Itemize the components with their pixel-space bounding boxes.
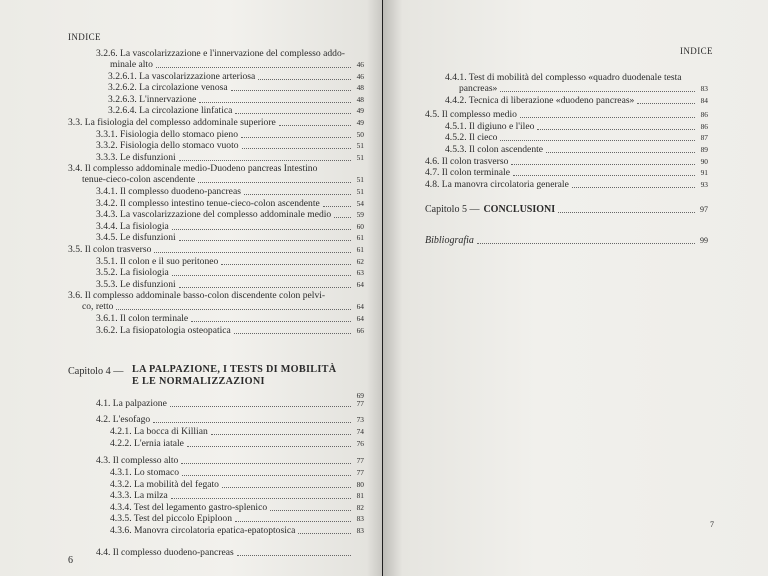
toc-entry-page: 46: [356, 60, 364, 69]
chapter4-title-line1: LA PALPAZIONE, I TESTS DI MOBILITÀ: [132, 364, 337, 375]
dot-leader: [191, 321, 351, 322]
dot-leader: [179, 287, 351, 288]
toc-entry-page: 48: [356, 94, 364, 104]
toc-entry: [445, 121, 708, 132]
toc-entry-page: 89: [700, 145, 708, 154]
toc-entry: [108, 94, 364, 105]
toc-entry-title: 3.6.1. Il colon terminale: [96, 313, 189, 324]
toc-entry: [96, 267, 364, 278]
toc-entry: [96, 198, 364, 209]
dot-leader: [298, 533, 351, 534]
toc-entry-title: 4.3.5. Test del piccolo Epiploon: [110, 513, 232, 525]
dot-leader: [500, 140, 695, 141]
toc-entry: [110, 438, 364, 449]
dot-leader: [323, 206, 351, 207]
toc-entry-page: 86: [700, 121, 708, 131]
toc-entry-page: 82: [356, 502, 364, 512]
toc-entry-title: 3.3.1. Fisiologia dello stomaco pieno: [96, 128, 239, 140]
toc-entry: [96, 279, 364, 290]
toc-entry-title: 3.6.2. La fisiopatologia osteopatica: [96, 324, 231, 336]
toc-entry-title: 4.3.4. Test del legamento gastro-splenico: [110, 501, 268, 513]
dot-leader: [572, 187, 695, 188]
toc-entry-page: 54: [356, 198, 364, 208]
toc-entry: [96, 256, 364, 267]
left-page: [0, 0, 382, 576]
toc-entry: [96, 414, 364, 425]
bibliography-row: [425, 235, 708, 246]
toc-entry-page: 61: [356, 233, 364, 243]
toc-entry: [459, 83, 708, 94]
dot-leader: [182, 475, 351, 476]
toc-entry-page: 74: [356, 427, 364, 437]
toc-entry: [82, 301, 364, 312]
toc-entry-title: 3.4.5. Le disfunzioni: [96, 232, 176, 244]
toc-entry-page: 62: [356, 256, 364, 266]
toc-entry-title: 3.5.1. Il colon e il suo peritoneo: [96, 255, 219, 267]
chapter5-leader: [558, 212, 695, 213]
toc-entry-page: 49: [356, 106, 364, 116]
dot-leader: [241, 137, 351, 138]
dot-leader: [234, 333, 351, 334]
toc-entry-text: 3.6. Il complesso addominale basso-colon discendente colon pelvi-: [68, 290, 326, 302]
toc-entry-title: 4.4.2. Tecnica di liberazione «duodeno pancreas»: [445, 94, 635, 106]
dot-leader: [187, 446, 351, 447]
dot-leader: [153, 422, 351, 423]
toc-entry-page: 64: [356, 302, 364, 312]
toc-entry-title: 3.5.2. La fisiologia: [96, 267, 169, 279]
dot-leader: [156, 67, 351, 68]
toc-entry-title: 4.5.3. Il colon ascendente: [445, 144, 544, 155]
toc-entry-page: 76: [356, 438, 364, 448]
toc-entry-title: 3.5. Il colon trasverso: [68, 244, 152, 255]
toc-entry-page: 93: [700, 179, 708, 189]
left-page-number: 6: [68, 555, 73, 566]
toc-entry-page: 50: [356, 129, 364, 139]
toc-entry-title: 3.3. La fisiologia del complesso addominale superiore: [68, 117, 276, 128]
toc-entry-title: 3.5.3. Le disfunzioni: [96, 278, 176, 290]
toc-entry: [108, 105, 364, 116]
dot-leader: [235, 521, 351, 522]
toc-entry-text: 4.4.1. Test di mobilità del complesso «quadro duodenale testa: [445, 72, 682, 83]
chapter5-title: CONCLUSIONI: [483, 204, 556, 215]
toc-entry: [110, 513, 364, 524]
toc-entry: [110, 525, 364, 536]
toc-entry-page: 73: [356, 414, 364, 424]
dot-leader: [500, 91, 695, 92]
toc-entry-page: 91: [700, 168, 708, 178]
toc-entry-title: 4.6. Il colon trasverso: [425, 155, 509, 167]
toc-entry: [96, 313, 364, 324]
toc-entry: [110, 59, 364, 70]
toc-entry-page: 83: [356, 514, 364, 524]
toc-entry-page: 81: [356, 491, 364, 501]
toc-entry: [445, 132, 708, 143]
dot-leader: [237, 555, 351, 556]
right-page-number: 7: [710, 520, 714, 529]
dot-leader: [222, 487, 351, 488]
toc-entry-text: 3.4. Il complesso addominale medio-Duodeno pancreas Intestino: [68, 163, 318, 175]
toc-entry-text: 3.2.6. La vascolarizzazione e l'innervazione del complesso addo-: [96, 48, 345, 59]
toc-entry-page: 60: [356, 221, 364, 231]
toc-entry: [96, 186, 364, 197]
toc-entry-title: 4.2. L'esofago: [96, 413, 151, 425]
dot-leader: [334, 217, 351, 218]
toc-entry: [82, 174, 364, 185]
toc-entry-page: 46: [356, 71, 364, 81]
dot-leader: [179, 240, 351, 241]
toc-entry-title: tenue-cieco-colon ascendente: [82, 174, 196, 186]
toc-entry-title: 4.4. Il complesso duodeno-pancreas: [96, 546, 234, 558]
toc-entry-page: 48: [356, 83, 364, 93]
toc-entry-title: 4.3.1. Lo stomaco: [110, 467, 180, 478]
toc-entry: [110, 426, 364, 437]
toc-entry-title: 4.2.2. L'ernia iatale: [110, 437, 184, 449]
dot-leader: [211, 434, 351, 435]
toc-entry-page: 51: [356, 187, 364, 196]
toc-entry: [96, 455, 364, 466]
chapter4-title-line2: E LE NORMALIZZAZIONI: [132, 376, 265, 387]
toc-entry: [425, 156, 708, 167]
toc-entry-title: 4.3. Il complesso alto: [96, 455, 179, 467]
toc-entry-page: 51: [356, 141, 364, 151]
toc-entry: [445, 144, 708, 155]
dot-leader: [170, 406, 351, 407]
dot-leader: [513, 175, 695, 176]
toc-entry: [96, 547, 364, 558]
toc-entry-title: minale alto: [110, 59, 153, 70]
toc-entry-title: 4.3.3. La milza: [110, 490, 168, 502]
dot-leader: [242, 148, 351, 149]
toc-entry-page: 66: [356, 325, 364, 335]
toc-entry: [68, 244, 364, 255]
dot-leader: [546, 152, 695, 153]
toc-entry-title: 4.5.2. Il cieco: [445, 132, 498, 144]
toc-entry-page: 77: [356, 468, 364, 477]
toc-entry: [110, 467, 364, 478]
toc-entry-title: 4.2.1. La bocca di Killian: [110, 426, 208, 438]
toc-entry-title: 4.5. Il complesso medio: [425, 109, 517, 121]
dot-leader: [181, 463, 351, 464]
toc-entry-title: 3.2.6.4. La circolazione linfatica: [108, 105, 233, 117]
bibliography-label: Bibliografia: [425, 235, 474, 246]
dot-leader: [179, 160, 351, 161]
toc-entry-page: 83: [700, 84, 708, 93]
toc-entry: [96, 129, 364, 140]
toc-entry-page: 49: [356, 118, 364, 127]
toc-entry-title: 4.3.2. La mobilità del fegato: [110, 478, 219, 490]
dot-leader: [537, 129, 695, 130]
toc-entry: [96, 325, 364, 336]
dot-leader: [235, 113, 351, 114]
toc-entry-title: 3.4.2. Il complesso intestino tenue-cieco-colon ascendente: [96, 197, 320, 209]
toc-entry-title: 3.4.1. Il complesso duodeno-pancreas: [96, 186, 241, 197]
toc-entry-page: 64: [356, 314, 364, 323]
toc-entry: [96, 209, 364, 220]
bibliography-page-number: 99: [700, 236, 708, 245]
toc-entry: [108, 82, 364, 93]
toc-entry: [110, 479, 364, 490]
toc-entry: [96, 398, 364, 409]
toc-entry: [108, 71, 364, 82]
toc-entry-title: 4.1. La palpazione: [96, 398, 167, 409]
dot-leader: [637, 103, 695, 104]
dot-leader: [116, 309, 351, 310]
toc-entry-page: 63: [356, 268, 364, 278]
dot-leader: [244, 194, 351, 195]
toc-entry-page: 51: [356, 152, 364, 162]
toc-entry-page: 64: [356, 279, 364, 289]
chapter4-label: Capitolo 4 —: [68, 366, 124, 377]
chapter5-row: [425, 204, 708, 215]
dot-leader: [221, 264, 351, 265]
dot-leader: [172, 229, 351, 230]
toc-entry: [96, 221, 364, 232]
toc-entry: [425, 109, 708, 120]
toc-entry-page: 90: [700, 156, 708, 166]
toc-entry-title: 3.4.3. La vascolarizzazione del complesso addominale medio: [96, 209, 332, 221]
toc-entry: [425, 179, 708, 190]
toc-entry-page: 77: [356, 456, 364, 466]
dot-leader: [520, 117, 695, 118]
toc-entry-title: 4.5.1. Il digiuno e l'ileo: [445, 120, 535, 132]
toc-entry-page: 83: [356, 526, 364, 535]
toc-entry-title: pancreas»: [459, 83, 498, 94]
toc-entry-page: 86: [700, 110, 708, 120]
dot-leader: [258, 79, 351, 80]
toc-entry: [110, 490, 364, 501]
chapter5-label: Capitolo 5 —: [425, 204, 480, 215]
dot-leader: [270, 510, 351, 511]
toc-entry-title: co, retto: [82, 301, 114, 313]
dot-leader: [171, 498, 351, 499]
toc-entry-title: 4.7. Il colon terminale: [425, 167, 510, 179]
toc-entry-title: 4.8. La manovra circolatoria generale: [425, 178, 569, 190]
toc-entry-page: 59: [356, 210, 364, 220]
toc-entry: [110, 502, 364, 513]
toc-entry-page: 87: [700, 133, 708, 143]
dot-leader: [279, 125, 351, 126]
toc-entry-title: 4.3.6. Manovra circolatoria epatica-epatoptosica: [110, 525, 296, 536]
toc-entry: [425, 167, 708, 178]
toc-entry-page: 84: [700, 95, 708, 105]
toc-entry-page: 61: [356, 245, 364, 254]
chapter5-page-number: 97: [700, 205, 708, 214]
left-page-header: INDICE: [68, 32, 101, 42]
toc-entry-page: 77: [356, 399, 364, 408]
dot-leader: [154, 252, 351, 253]
toc-entry-title: 3.2.6.2. La circolazione venosa: [108, 82, 228, 94]
dot-leader: [198, 182, 351, 183]
right-page: [383, 0, 768, 576]
toc-entry-title: 3.4.4. La fisiologia: [96, 220, 169, 232]
toc-entry: [445, 95, 708, 106]
toc-entry-title: 3.3.3. Le disfunzioni: [96, 151, 176, 163]
toc-entry-title: 3.2.6.1. La vascolarizzazione arteriosa: [108, 70, 256, 82]
toc-entry-title: 3.3.2. Fisiologia dello stomaco vuoto: [96, 140, 239, 152]
toc-entry-page: 80: [356, 479, 364, 489]
bibliography-leader: [477, 243, 695, 244]
toc-entry-page: 51: [356, 175, 364, 185]
toc-entry: [68, 117, 364, 128]
dot-leader: [172, 275, 351, 276]
chapter4-page-number: 69: [356, 391, 364, 400]
toc-entry: [96, 232, 364, 243]
dot-leader: [199, 102, 351, 103]
toc-entry: [96, 140, 364, 151]
dot-leader: [511, 164, 695, 165]
toc-entry: [96, 152, 364, 163]
toc-entry-title: 3.2.6.3. L'innervazione: [108, 93, 197, 105]
right-page-header: INDICE: [680, 46, 713, 56]
dot-leader: [231, 90, 351, 91]
